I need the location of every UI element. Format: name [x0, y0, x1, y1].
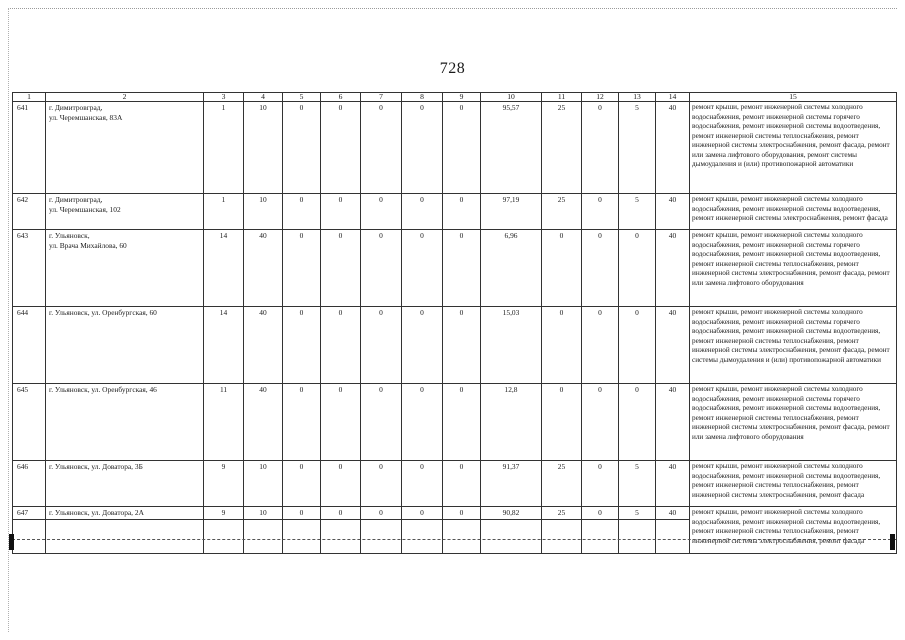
table-row — [13, 307, 897, 384]
value-cell: 90,82 — [481, 507, 542, 520]
header-col-8: 8 — [402, 93, 443, 102]
value-cell: 0 — [443, 102, 481, 194]
value-cell: 1 — [204, 194, 244, 230]
header-col-11: 11 — [542, 93, 582, 102]
empty-cell — [321, 519, 361, 553]
scan-edge-mark-left — [9, 534, 14, 550]
empty-cell — [46, 519, 204, 553]
value-cell: 0 — [321, 194, 361, 230]
address-cell — [46, 307, 204, 384]
value-cell: 0 — [283, 102, 321, 194]
header-col-13: 13 — [619, 93, 656, 102]
value-cell: 0 — [321, 384, 361, 461]
value-cell: 0 — [321, 307, 361, 384]
scan-edge-top — [8, 8, 897, 9]
empty-cell — [481, 519, 542, 553]
works-cell: ремонт крыши, ремонт инженерной системы холодного водоснабжения, ремонт инженерной системы горячего водоснабжения, ремонт инженерной системы водоотведения, ремонт инженерной системы теплоснабжения, ремонт инженерной системы электроснабжения, ремонт фасада, ремонт или замена лифтового оборудования — [690, 384, 897, 461]
value-cell: 0 — [321, 507, 361, 520]
table-row — [13, 507, 897, 520]
value-cell: 0 — [321, 230, 361, 307]
empty-cell — [443, 519, 481, 553]
scan-fold-line — [12, 539, 896, 540]
value-cell: 91,37 — [481, 461, 542, 507]
value-cell: 0 — [321, 102, 361, 194]
value-cell: 0 — [402, 507, 443, 520]
address-line: г. Димитровград, — [49, 195, 103, 204]
header-col-7: 7 — [361, 93, 402, 102]
value-cell: 25 — [542, 507, 582, 520]
address-cell — [46, 507, 204, 520]
value-cell: 40 — [656, 384, 690, 461]
value-cell: 5 — [619, 194, 656, 230]
works-cell: ремонт крыши, ремонт инженерной системы холодного водоснабжения, ремонт инженерной системы горячего водоснабжения, ремонт инженерной системы водоотведения, ремонт инженерной системы теплоснабжения, ремонт инженерной системы электроснабжения, ремонт фасада, ремонт или замена лифтового оборудования, ремонт системы дымоудаления и (или) противопожарной автоматики — [690, 102, 897, 194]
value-cell: 0 — [321, 461, 361, 507]
value-cell: 0 — [361, 384, 402, 461]
value-cell: 0 — [402, 307, 443, 384]
empty-cell — [204, 519, 244, 553]
value-cell: 0 — [582, 230, 619, 307]
header-col-2: 2 — [46, 93, 204, 102]
empty-cell — [244, 519, 283, 553]
page-number: 728 — [439, 60, 466, 77]
value-cell: 1 — [204, 102, 244, 194]
address-cell — [46, 230, 204, 307]
value-cell: 0 — [402, 384, 443, 461]
value-cell: 40 — [656, 461, 690, 507]
value-cell: 0 — [619, 307, 656, 384]
value-cell: 40 — [244, 230, 283, 307]
value-cell: 0 — [402, 230, 443, 307]
value-cell: 5 — [619, 461, 656, 507]
works-cell: ремонт крыши, ремонт инженерной системы холодного водоснабжения, ремонт инженерной системы водоотведения, ремонт инженерной системы электроснабжения, ремонт фасада — [690, 194, 897, 230]
row-index: 645 — [13, 384, 46, 461]
value-cell: 15,03 — [481, 307, 542, 384]
address-line: г. Ульяновск, — [49, 231, 90, 240]
header-col-6: 6 — [321, 93, 361, 102]
value-cell: 0 — [582, 461, 619, 507]
works-cell: ремонт крыши, ремонт инженерной системы холодного водоснабжения, ремонт инженерной системы водоотведения, ремонт инженерной системы теплоснабжения, ремонт инженерной системы электроснабжения, ремонт фасада — [690, 507, 897, 554]
row-index: 644 — [13, 307, 46, 384]
value-cell: 40 — [244, 384, 283, 461]
address-cell — [46, 102, 204, 194]
value-cell: 0 — [283, 384, 321, 461]
value-cell: 12,8 — [481, 384, 542, 461]
value-cell: 0 — [361, 307, 402, 384]
value-cell: 0 — [283, 230, 321, 307]
row-index: 643 — [13, 230, 46, 307]
value-cell: 0 — [582, 384, 619, 461]
value-cell: 0 — [402, 102, 443, 194]
value-cell: 0 — [361, 230, 402, 307]
empty-cell — [542, 519, 582, 553]
value-cell: 25 — [542, 102, 582, 194]
address-line: ул. Черемшанская, 102 — [49, 204, 121, 214]
value-cell: 0 — [361, 461, 402, 507]
header-col-10: 10 — [481, 93, 542, 102]
value-cell: 10 — [244, 507, 283, 520]
header-col-3: 3 — [204, 93, 244, 102]
value-cell: 0 — [582, 194, 619, 230]
header-row — [13, 93, 897, 102]
value-cell: 5 — [619, 102, 656, 194]
empty-cell — [619, 519, 656, 553]
value-cell: 40 — [656, 307, 690, 384]
value-cell: 0 — [283, 194, 321, 230]
address-cell — [46, 384, 204, 461]
value-cell: 0 — [283, 507, 321, 520]
empty-cell — [402, 519, 443, 553]
value-cell: 0 — [443, 230, 481, 307]
empty-cell — [582, 519, 619, 553]
value-cell: 0 — [361, 507, 402, 520]
value-cell: 0 — [582, 507, 619, 520]
address-line: ул. Врача Михайлова, 60 — [49, 240, 127, 250]
empty-cell — [361, 519, 402, 553]
value-cell: 40 — [656, 230, 690, 307]
value-cell: 14 — [204, 230, 244, 307]
table-row — [13, 194, 897, 230]
value-cell: 97,19 — [481, 194, 542, 230]
header-col-5: 5 — [283, 93, 321, 102]
value-cell: 0 — [283, 461, 321, 507]
value-cell: 40 — [244, 307, 283, 384]
header-col-9: 9 — [443, 93, 481, 102]
address-line: ул. Черемшанская, 83А — [49, 112, 123, 122]
value-cell: 6,96 — [481, 230, 542, 307]
value-cell: 0 — [443, 507, 481, 520]
row-index: 641 — [13, 102, 46, 194]
header-col-1: 1 — [13, 93, 46, 102]
address-line: г. Ульяновск, ул. Доватора, 2А — [49, 508, 144, 517]
address-cell — [46, 461, 204, 507]
value-cell: 10 — [244, 102, 283, 194]
header-col-12: 12 — [582, 93, 619, 102]
value-cell: 0 — [443, 307, 481, 384]
table-row — [13, 384, 897, 461]
value-cell: 14 — [204, 307, 244, 384]
value-cell: 0 — [542, 230, 582, 307]
value-cell: 0 — [582, 307, 619, 384]
value-cell: 0 — [542, 307, 582, 384]
empty-cell — [283, 519, 321, 553]
table-row — [13, 230, 897, 307]
address-line: г. Ульяновск, ул. Оренбургская, 46 — [49, 385, 157, 394]
value-cell: 0 — [361, 102, 402, 194]
value-cell: 11 — [204, 384, 244, 461]
value-cell: 0 — [619, 230, 656, 307]
works-cell: ремонт крыши, ремонт инженерной системы холодного водоснабжения, ремонт инженерной системы горячего водоснабжения, ремонт инженерной системы водоотведения, ремонт инженерной системы теплоснабжения, ремонт инженерной системы электроснабжения, ремонт фасада, ремонт системы дымоудаления и (или) противопожарной автоматики — [690, 307, 897, 384]
table-row — [13, 461, 897, 507]
address-line: г. Ульяновск, ул. Оренбургская, 60 — [49, 308, 157, 317]
row-index: 647 — [13, 507, 46, 520]
value-cell: 5 — [619, 507, 656, 520]
empty-cell — [13, 519, 46, 553]
value-cell: 40 — [656, 102, 690, 194]
value-cell: 0 — [402, 194, 443, 230]
row-index: 642 — [13, 194, 46, 230]
value-cell: 0 — [283, 307, 321, 384]
header-col-14: 14 — [656, 93, 690, 102]
address-line: г. Димитровград, — [49, 103, 103, 112]
row-index: 646 — [13, 461, 46, 507]
header-col-15: 15 — [690, 93, 897, 102]
value-cell: 9 — [204, 461, 244, 507]
value-cell: 0 — [619, 384, 656, 461]
address-line: г. Ульяновск, ул. Доватора, 3Б — [49, 462, 143, 471]
value-cell: 25 — [542, 461, 582, 507]
scan-edge-mark-right — [890, 534, 895, 550]
table-row — [13, 102, 897, 194]
value-cell: 95,57 — [481, 102, 542, 194]
address-cell — [46, 194, 204, 230]
value-cell: 0 — [443, 384, 481, 461]
value-cell: 0 — [443, 194, 481, 230]
works-cell: ремонт крыши, ремонт инженерной системы холодного водоснабжения, ремонт инженерной системы водоотведения, ремонт инженерной системы теплоснабжения, ремонт инженерной системы электроснабжения, ремонт фасада — [690, 461, 897, 507]
value-cell: 0 — [542, 384, 582, 461]
value-cell: 0 — [443, 461, 481, 507]
value-cell: 40 — [656, 194, 690, 230]
value-cell: 0 — [582, 102, 619, 194]
value-cell: 0 — [402, 461, 443, 507]
repair-program-table — [12, 92, 897, 554]
works-cell: ремонт крыши, ремонт инженерной системы холодного водоснабжения, ремонт инженерной системы горячего водоснабжения, ремонт инженерной системы водоотведения, ремонт инженерной системы теплоснабжения, ремонт инженерной системы электроснабжения, ремонт фасада, ремонт или замена лифтового оборудования — [690, 230, 897, 307]
value-cell: 10 — [244, 461, 283, 507]
value-cell: 9 — [204, 507, 244, 520]
value-cell: 0 — [361, 194, 402, 230]
empty-cell — [656, 519, 690, 553]
value-cell: 10 — [244, 194, 283, 230]
value-cell: 40 — [656, 507, 690, 520]
header-col-4: 4 — [244, 93, 283, 102]
value-cell: 25 — [542, 194, 582, 230]
